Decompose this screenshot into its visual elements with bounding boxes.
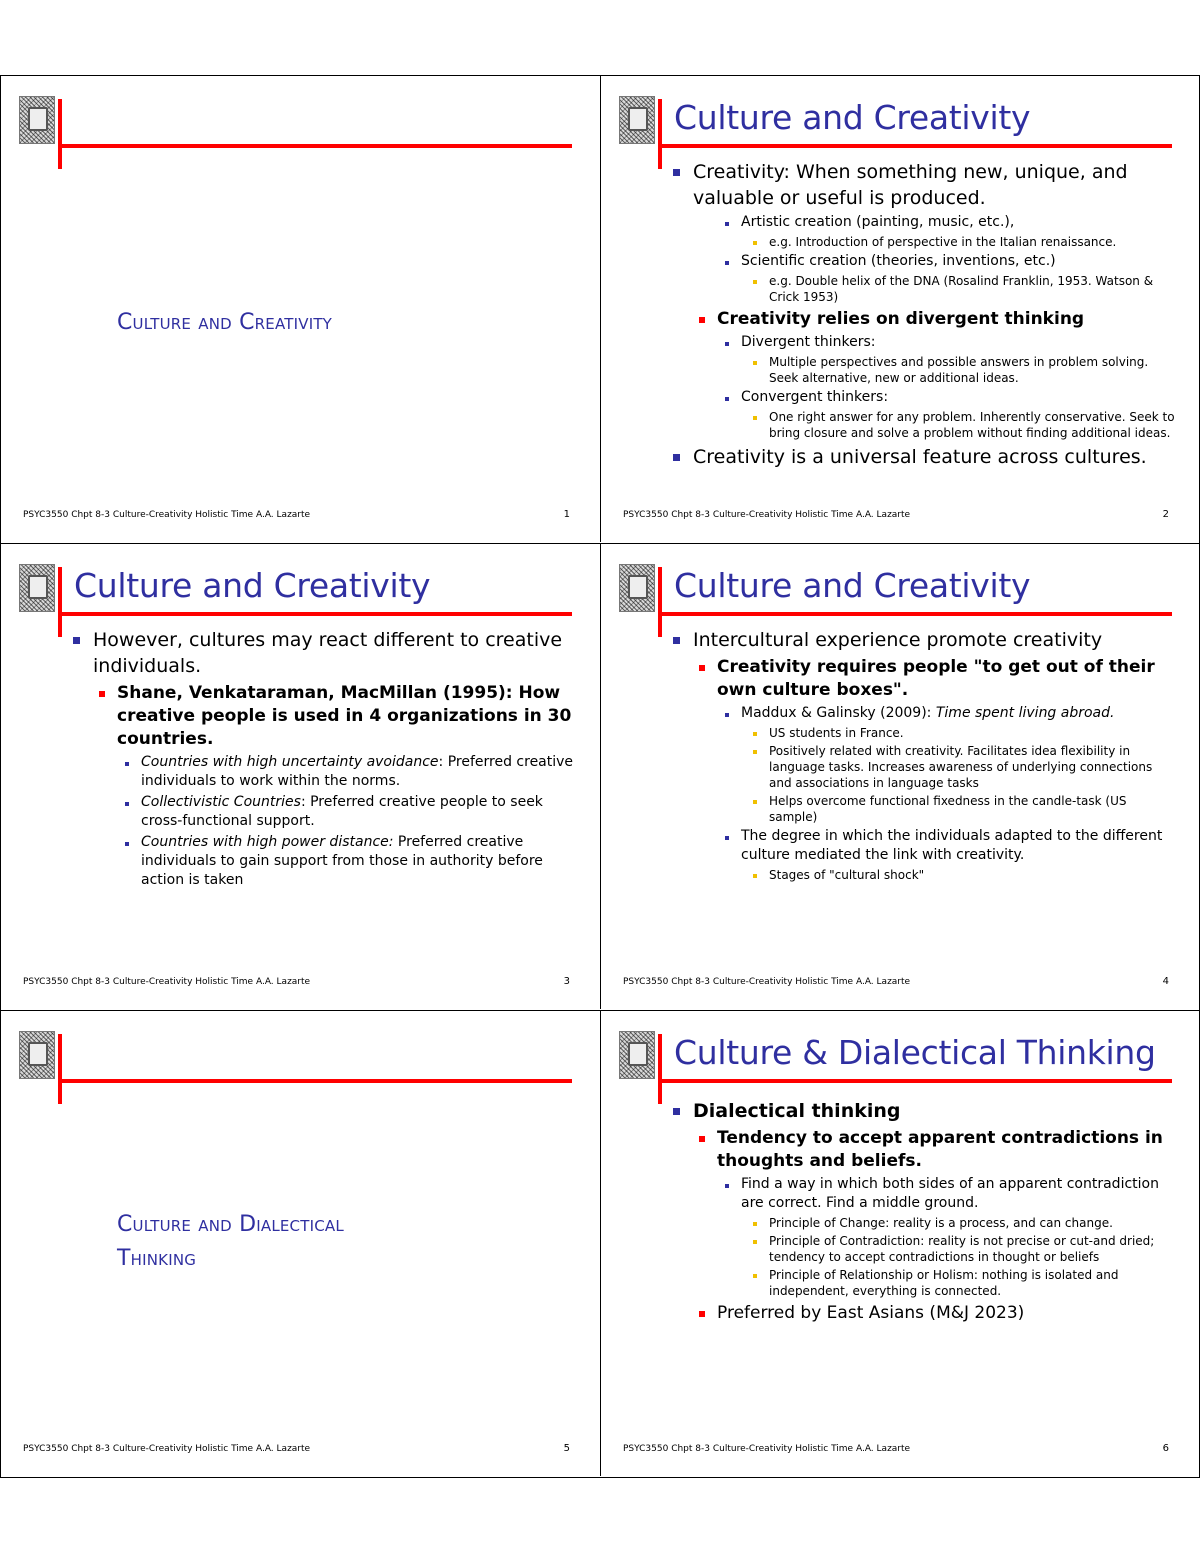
- page-number: 3: [563, 976, 570, 987]
- red-horizontal-rule: [58, 612, 572, 616]
- bullet-text: : Preferred creative people to seek cross-functional support.: [141, 794, 543, 829]
- bullet-emphasis: Time spent living abroad.: [935, 705, 1115, 721]
- slide-2: [600, 76, 1199, 542]
- slide-footer: PSYC3550 Chpt 8-3 Culture-Creativity Holistic Time A.A. Lazarte: [23, 1444, 311, 1454]
- bullet-level-3: [723, 704, 1176, 723]
- bullet-level-1: Intercultural experience promote creativity: [671, 627, 1176, 653]
- bullet-level-1: Dialectical thinking: [671, 1098, 1176, 1124]
- section-title-line-2: Thinking: [117, 1246, 197, 1271]
- section-title: Culture and Creativity: [117, 310, 333, 335]
- slide-6: [600, 1010, 1199, 1476]
- bullet-level-3: Scientific creation (theories, inventions, etc.): [723, 252, 1176, 271]
- red-vertical-rule: [58, 1034, 62, 1104]
- bullet-level-2: Preferred by East Asians (M&J 2023): [697, 1302, 1176, 1325]
- slide-footer: PSYC3550 Chpt 8-3 Culture-Creativity Holistic Time A.A. Lazarte: [23, 977, 311, 987]
- slide-content: [71, 624, 576, 890]
- university-logo-icon: [19, 96, 55, 144]
- bullet-level-2: Tendency to accept apparent contradictions in thoughts and beliefs.: [697, 1127, 1176, 1173]
- bullet-level-3: [123, 793, 576, 831]
- slide-content: [671, 156, 1176, 470]
- slide-content: [671, 1095, 1176, 1325]
- bullet-level-3: The degree in which the individuals adapted to the different culture mediated the link with creativity.: [723, 827, 1176, 865]
- slide-content: [671, 624, 1176, 883]
- bullet-level-3: Find a way in which both sides of an apparent contradiction are correct. Find a middle ground.: [723, 1175, 1176, 1213]
- page-number: 1: [563, 509, 570, 520]
- slide-5: [1, 1010, 600, 1476]
- bullet-level-3: [123, 753, 576, 791]
- bullet-level-4: Multiple perspectives and possible answers in problem solving. Seek alternative, new or additional ideas.: [751, 354, 1176, 386]
- bullet-level-4: Principle of Relationship or Holism: nothing is isolated and independent, everything is connected.: [751, 1267, 1176, 1299]
- bullet-emphasis: Countries with high power distance:: [141, 834, 394, 850]
- bullet-emphasis: Collectivistic Countries: [141, 794, 301, 810]
- bullet-level-1: Creativity: When something new, unique, and valuable or useful is produced.: [671, 159, 1176, 211]
- bullet-emphasis: Countries with high uncertainty avoidance: [141, 754, 439, 770]
- bullet-level-4: e.g. Double helix of the DNA (Rosalind Franklin, 1953. Watson & Crick 1953): [751, 273, 1176, 305]
- bullet-level-4: Principle of Change: reality is a process, and can change.: [751, 1215, 1176, 1231]
- slide-1: [1, 76, 600, 542]
- university-logo-icon: [19, 1031, 55, 1079]
- bullet-level-2: Shane, Venkataraman, MacMillan (1995): How creative people is used in 4 organizations in 30 countries.: [97, 682, 576, 751]
- red-vertical-rule: [58, 567, 62, 637]
- bullet-text: Maddux & Galinsky (2009):: [741, 705, 936, 721]
- bullet-level-4: Stages of "cultural shock": [751, 867, 1176, 883]
- bullet-level-1: Creativity is a universal feature across cultures.: [671, 444, 1176, 470]
- bullet-level-2: Creativity requires people "to get out of their own culture boxes".: [697, 656, 1176, 702]
- bullet-level-1: However, cultures may react different to creative individuals.: [71, 627, 576, 679]
- bullet-level-4: US students in France.: [751, 725, 1176, 741]
- red-horizontal-rule: [58, 1079, 572, 1083]
- section-title-line-1: Culture and Dialectical: [117, 1212, 344, 1237]
- university-logo-icon: [619, 1031, 655, 1079]
- red-horizontal-rule: [658, 612, 1172, 616]
- page-number: 5: [563, 1443, 570, 1454]
- bullet-level-3: Convergent thinkers:: [723, 388, 1176, 407]
- red-vertical-rule: [658, 567, 662, 637]
- university-logo-icon: [619, 564, 655, 612]
- bullet-level-4: Positively related with creativity. Facilitates idea flexibility in language tasks. Increases awareness of underlying connections and associations in language tasks: [751, 743, 1176, 791]
- slide-4: [600, 543, 1199, 1009]
- red-vertical-rule: [658, 1034, 662, 1104]
- bullet-level-3: Divergent thinkers:: [723, 333, 1176, 352]
- red-horizontal-rule: [658, 1079, 1172, 1083]
- slide-3: [1, 543, 600, 1009]
- bullet-level-2: Creativity relies on divergent thinking: [697, 308, 1176, 331]
- bullet-level-3: [123, 833, 576, 890]
- red-vertical-rule: [58, 99, 62, 169]
- bullet-text: : Preferred creative individuals to work within the norms.: [141, 754, 574, 789]
- page-number: 2: [1162, 509, 1169, 520]
- slide-footer: PSYC3550 Chpt 8-3 Culture-Creativity Holistic Time A.A. Lazarte: [623, 1444, 911, 1454]
- page-number: 6: [1162, 1443, 1169, 1454]
- slide-footer: PSYC3550 Chpt 8-3 Culture-Creativity Holistic Time A.A. Lazarte: [623, 977, 911, 987]
- slide-footer: PSYC3550 Chpt 8-3 Culture-Creativity Holistic Time A.A. Lazarte: [23, 510, 311, 520]
- university-logo-icon: [19, 564, 55, 612]
- red-horizontal-rule: [58, 144, 572, 148]
- slide-title: Culture and Creativity: [674, 566, 1031, 605]
- slide-title: Culture & Dialectical Thinking: [674, 1033, 1156, 1072]
- red-vertical-rule: [658, 99, 662, 169]
- bullet-level-4: e.g. Introduction of perspective in the Italian renaissance.: [751, 234, 1176, 250]
- slide-title: Culture and Creativity: [674, 98, 1031, 137]
- bullet-text: Preferred creative individuals to gain support from those in authority before action is taken: [141, 834, 543, 888]
- bullet-level-4: Principle of Contradiction: reality is not precise or cut-and dried; tendency to accept contradictions in thought or beliefs: [751, 1233, 1176, 1265]
- slide-title: Culture and Creativity: [74, 566, 431, 605]
- handout-sheet: [0, 75, 1200, 1478]
- red-horizontal-rule: [658, 144, 1172, 148]
- bullet-level-3: Artistic creation (painting, music, etc.),: [723, 213, 1176, 232]
- university-logo-icon: [619, 96, 655, 144]
- bullet-level-4: One right answer for any problem. Inherently conservative. Seek to bring closure and solve a problem without finding additional ideas.: [751, 409, 1176, 441]
- bullet-level-4: Helps overcome functional fixedness in the candle-task (US sample): [751, 793, 1176, 825]
- slide-footer: PSYC3550 Chpt 8-3 Culture-Creativity Holistic Time A.A. Lazarte: [623, 510, 911, 520]
- page-number: 4: [1162, 976, 1169, 987]
